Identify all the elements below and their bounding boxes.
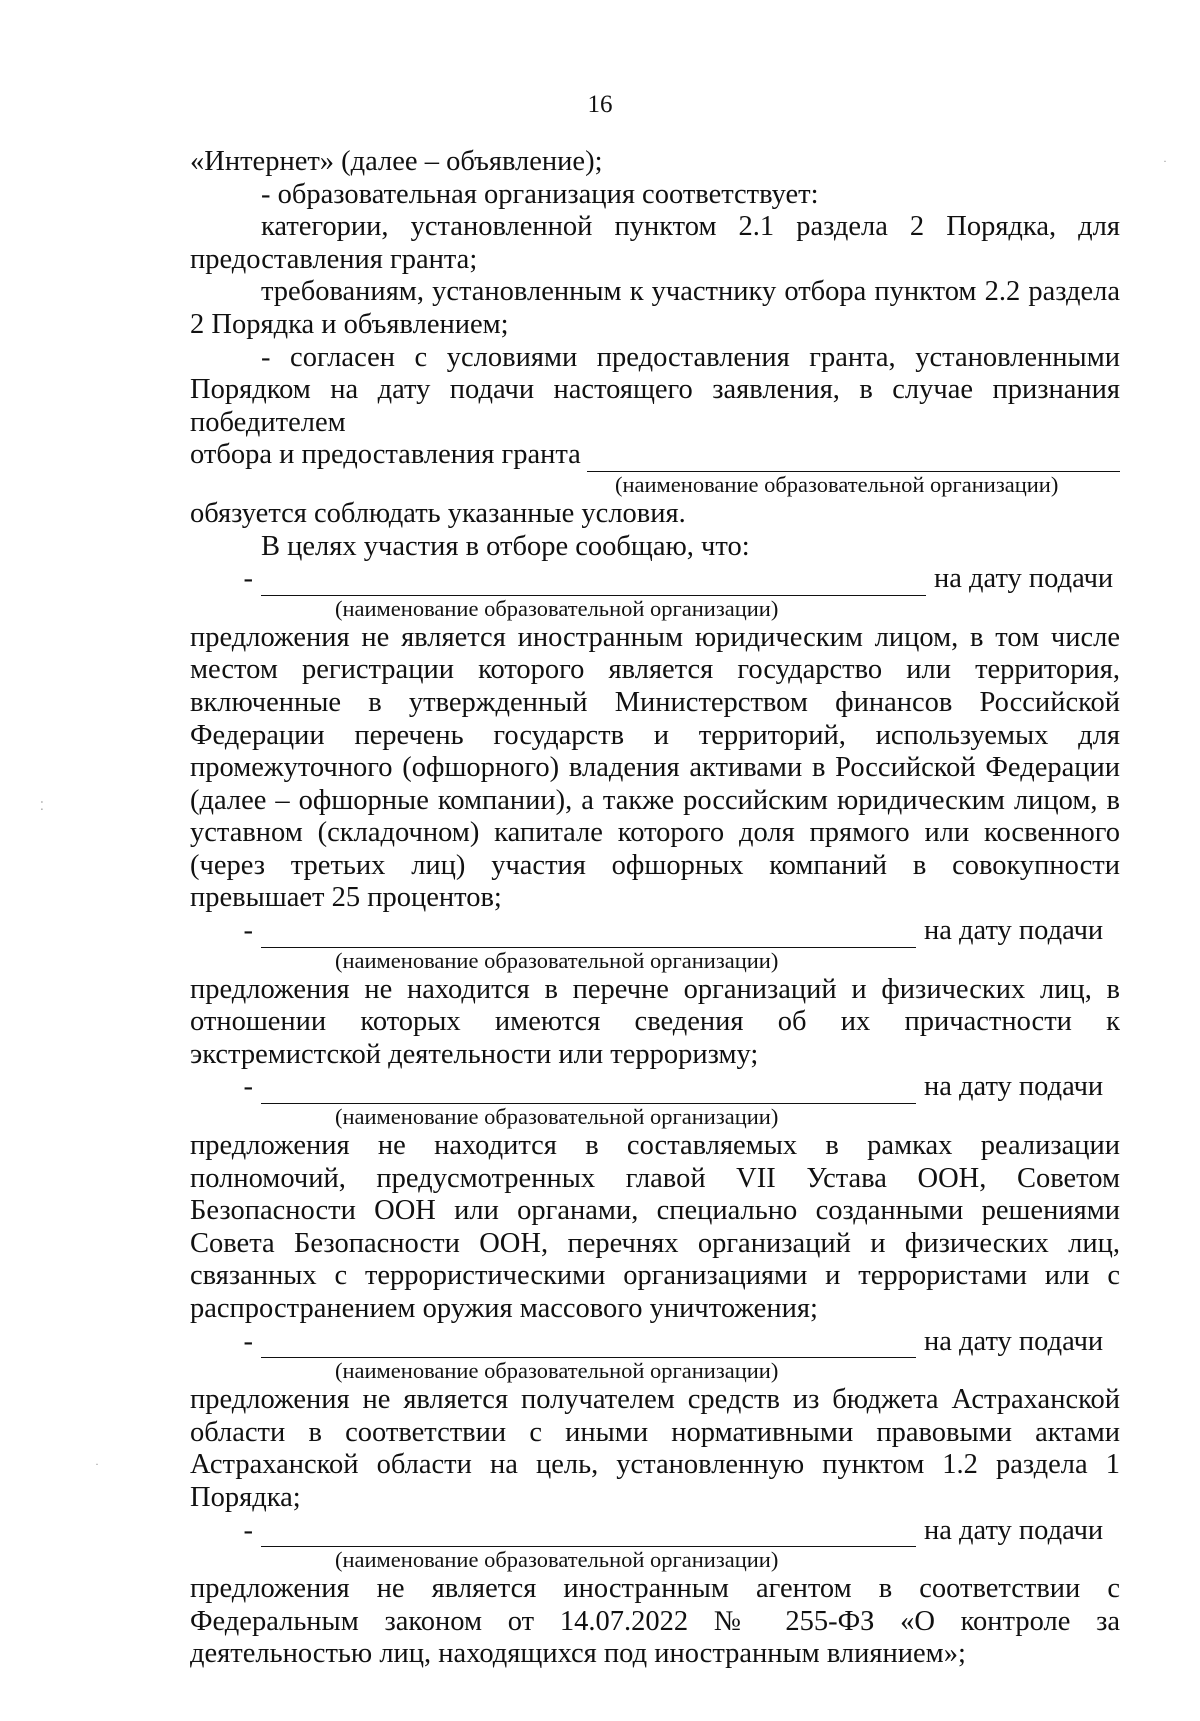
paragraph: - согласен с условиями предоставления гранта, установленными Порядком на дату подачи настоящего заявления, в случае признания победителем xyxy=(190,341,1120,438)
paragraph: требованиям, установленным к участнику отбора пунктом 2.2 раздела 2 Порядка и объявлением; xyxy=(190,276,1120,340)
organization-name-blank[interactable] xyxy=(261,1079,916,1104)
fill-suffix: на дату подачи xyxy=(924,915,1104,947)
paragraph: предложения не находится в составляемых в рамках реализации полномочий, предусмотренных главой VII Устава ООН, Советом Безопасности ООН или органами, специально созданными решениями Совета Безопасности ООН, перечнях организаций и физических лиц, связанных с террористическими организациями и террористами или с распространением оружия массового уничтожения; xyxy=(190,1130,1120,1324)
list-dash: - xyxy=(243,1071,253,1103)
list-dash: - xyxy=(243,1325,253,1357)
paragraph: обязуется соблюдать указанные условия. xyxy=(190,497,686,529)
paragraph: «Интернет» (далее – объявление); xyxy=(190,146,603,177)
organization-fill-row xyxy=(190,1071,1120,1104)
paragraph: категории, установленной пунктом 2.1 раздела 2 Порядка, для предоставления гранта; xyxy=(190,211,1120,275)
paragraph: - образовательная организация соответствует: xyxy=(261,178,819,210)
organization-name-blank[interactable] xyxy=(261,571,926,596)
organization-fill-row xyxy=(190,1326,1120,1359)
blank-caption: (наименование образовательной организации) xyxy=(335,1104,779,1130)
line-prefix-text: отбора и предоставления гранта xyxy=(190,439,581,471)
blank-caption: (наименование образовательной организации) xyxy=(335,1358,779,1384)
paragraph: предложения не является иностранным юридическим лицом, в том числе местом регистрации которого является государство или территория, включенные в утвержденный Министерством финансов Российской Федерации перечень государств и территорий, используемых для промежуточного (офшорного) владения активами в Российской Федерации (далее – офшорные компании), а также российским юридическим лицом, в уставном (складочном) капитале которого доля прямого или косвенного (через третьих лиц) участия офшорных компаний в совокупности превышает 25 процентов; xyxy=(190,621,1120,914)
organization-name-blank[interactable] xyxy=(587,447,1120,472)
blank-caption: (наименование образовательной организации) xyxy=(335,595,779,621)
grant-recipient-line xyxy=(190,439,1120,472)
organization-name-blank[interactable] xyxy=(261,1522,916,1547)
fill-suffix: на дату подачи xyxy=(934,563,1114,595)
document-body xyxy=(190,146,1120,1671)
list-dash: - xyxy=(243,915,253,947)
organization-name-blank[interactable] xyxy=(261,1333,916,1358)
organization-fill-row xyxy=(190,915,1120,948)
paragraph: предложения не находится в перечне организаций и физических лиц, в отношении которых имеются сведения об их причастности к экстремистской деятельности или терроризму; xyxy=(190,973,1120,1070)
fill-suffix: на дату подачи xyxy=(924,1071,1104,1103)
paragraph: В целях участия в отборе сообщаю, что: xyxy=(261,530,750,562)
fill-suffix: на дату подачи xyxy=(924,1325,1104,1357)
paragraph: предложения не является иностранным агентом в соответствии с Федеральным законом от 14.07.2022 № 255-ФЗ «О контроле за деятельностью лиц, находящихся под иностранным влиянием»; xyxy=(190,1573,1120,1670)
blank-caption: (наименование образовательной организации) xyxy=(335,1547,779,1573)
fill-suffix: на дату подачи xyxy=(924,1514,1104,1546)
list-dash: - xyxy=(243,1514,253,1546)
organization-fill-row xyxy=(190,1515,1120,1548)
organization-name-blank[interactable] xyxy=(261,923,916,948)
scan-speck: ⁚ xyxy=(40,799,44,813)
organization-fill-row xyxy=(190,563,1120,596)
blank-caption: (наименование образовательной организации) xyxy=(335,947,779,973)
page-number: 16 xyxy=(587,91,613,118)
paragraph: предложения не является получателем средств из бюджета Астраханской области в соответствии с иными нормативными правовыми актами Астраханской области на цель, установленную пунктом 1.2 раздела 1 Порядка; xyxy=(190,1384,1120,1513)
list-dash: - xyxy=(243,563,253,595)
scan-speck: · xyxy=(1163,154,1167,168)
blank-caption: (наименование образовательной организации) xyxy=(615,471,1059,497)
scan-speck: · xyxy=(95,1457,99,1471)
